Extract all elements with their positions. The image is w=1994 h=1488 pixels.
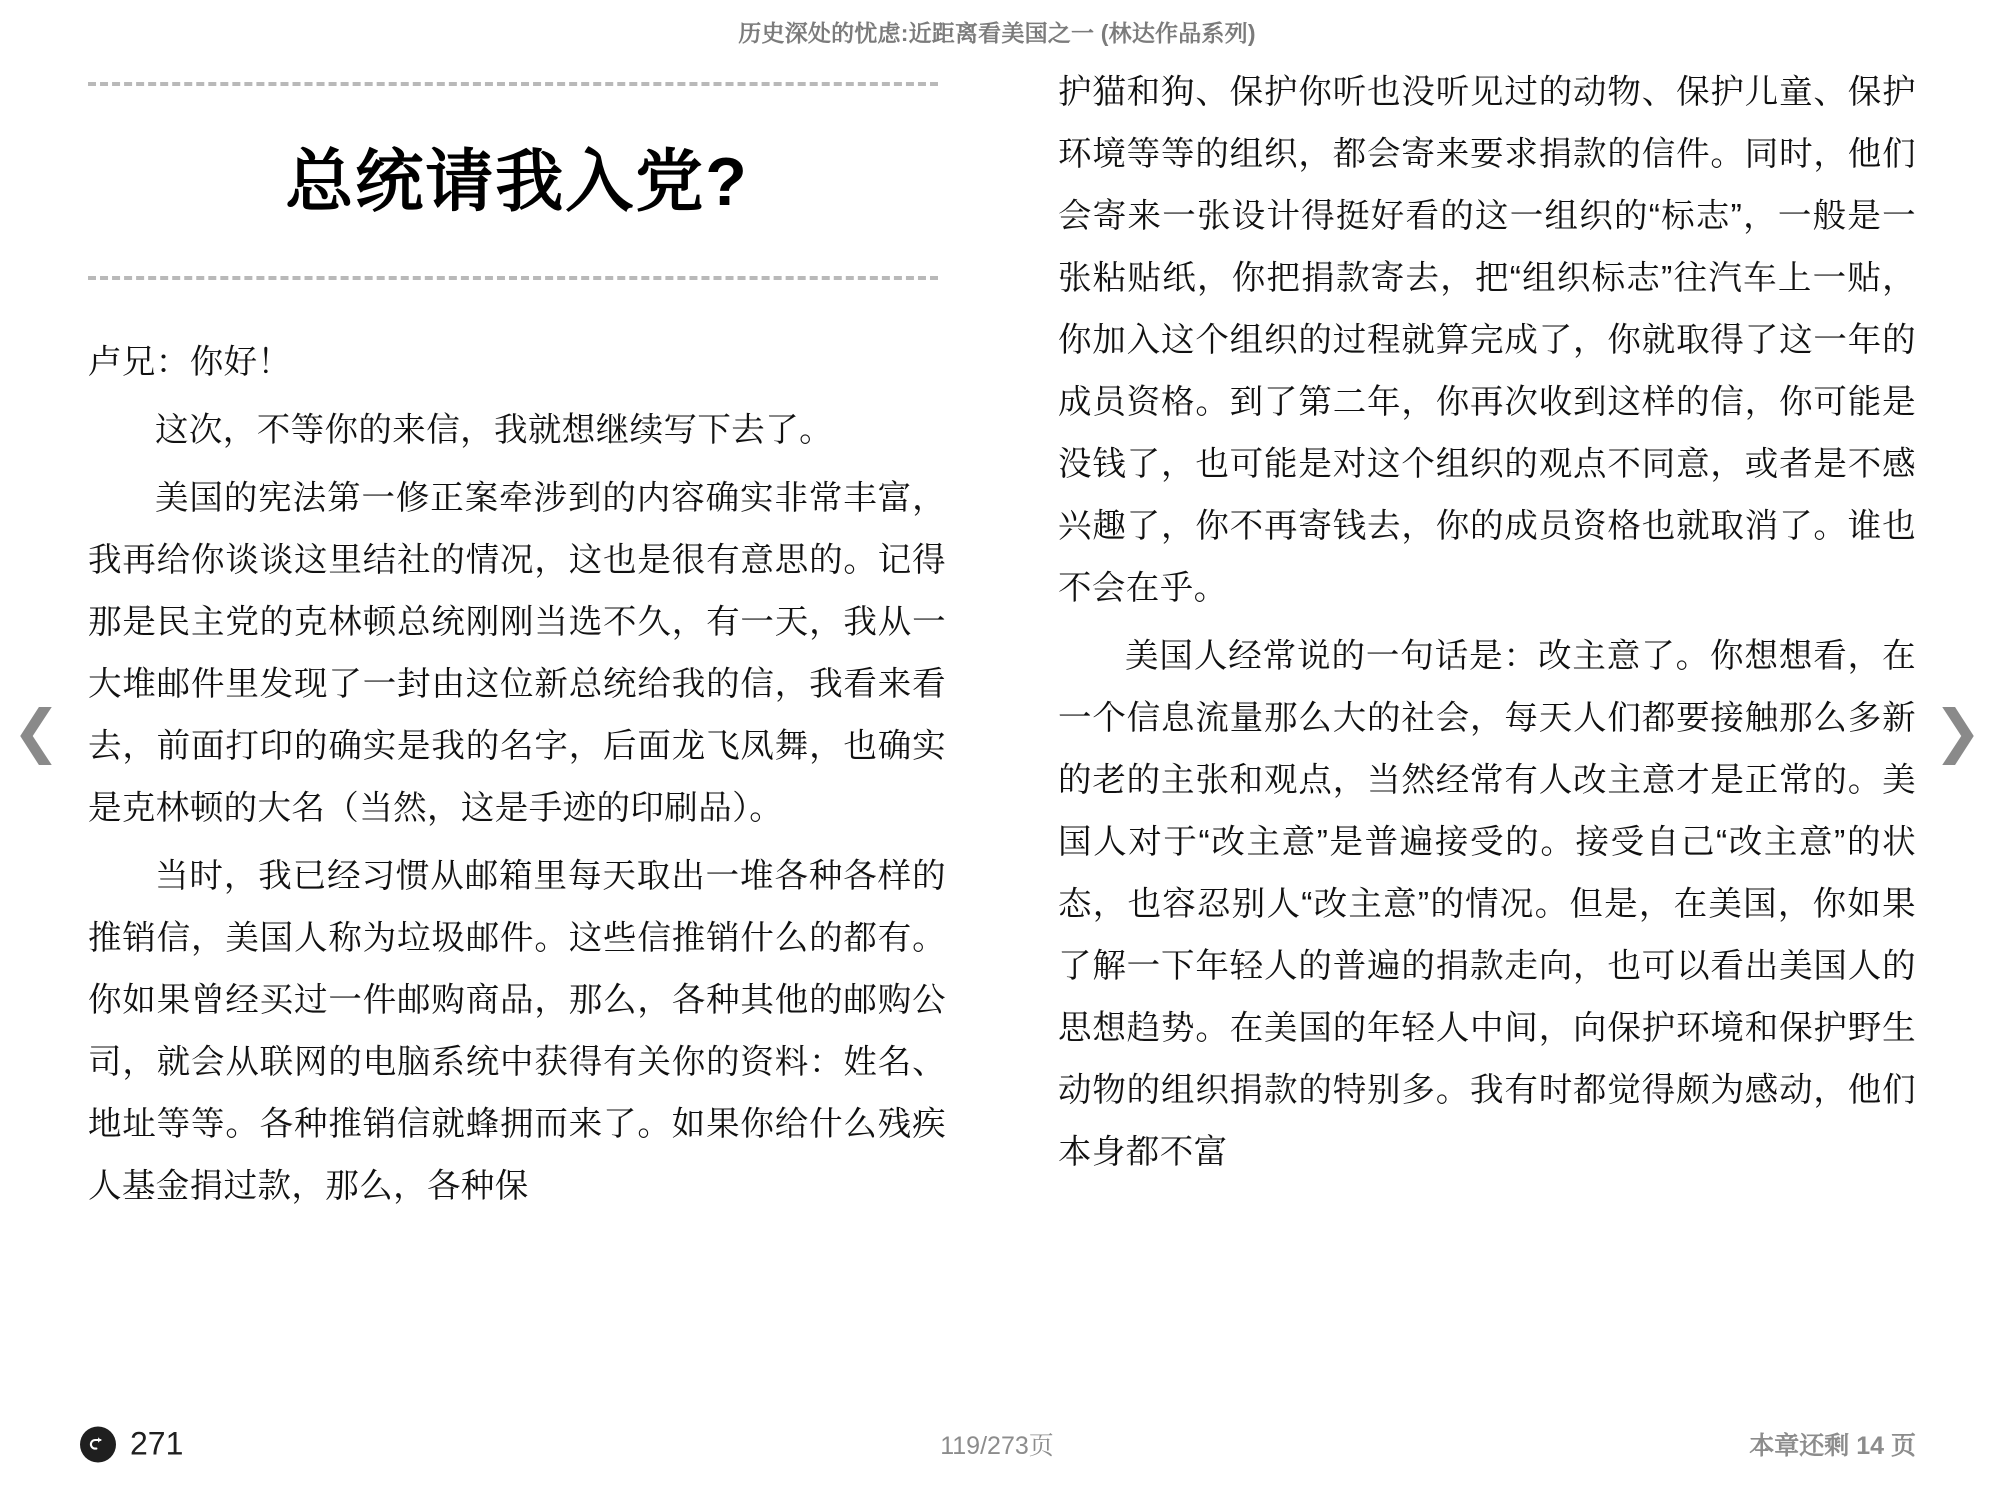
paragraph: 美国人经常说的一句话是：改主意了。你想想看，在一个信息流量那么大的社会，每天人们都要接触那么多新的老的主张和观点，当然经常有人改主意才是正常的。美国人对于“改主意”是普遍接受的。接受自己“改主意”的状态，也容忍别人“改主意”的情况。但是，在美国，你如果了解一下年轻人的普遍的捐款走向，也可以看出美国人的思想趋势。在美国的年轻人中间，向保护环境和保护野生动物的组织捐款的特别多。我有时都觉得颇为感动，他们本身都不富 — [1058, 638, 1916, 1171]
book-header — [0, 0, 1994, 62]
chapter-remaining-label: 本章还剩 14 页 — [1749, 1432, 1916, 1460]
chapter-title: 总统请我入党? — [285, 144, 749, 220]
reading-progress: 119/273页 — [940, 1432, 1054, 1460]
paragraph: 美国的宪法第一修正案牵涉到的内容确实非常丰富，我再给你谈谈这里结社的情况，这也是很有意思的。记得那是民主党的克林顿总统刚刚当选不久，有一天，我从一大堆邮件里发现了一封由这位新总统给我的信，我看来看去，前面打印的确实是我的名字，后面龙飞凤舞，也确实是克林顿的大名（当然，这是手迹的印刷品）。 — [88, 480, 946, 827]
reader-page — [0, 62, 1994, 1400]
paragraph: 护猫和狗、保护你听也没听见过的动物、保护儿童、保护环境等等的组织，都会寄来要求捐款的信件。同时，他们会寄来一张设计得挺好看的这一组织的“标志”，一般是一张粘贴纸，你把捐款寄去，把“组织标志”往汽车上一贴，你加入这个组织的过程就算完成了，你就取得了这一年的成员资格。到了第二年，你再次收到这样的信，你可能是没钱了，也可能是对这个组织的观点不同意，或者是不感兴趣了，你不再寄钱去，你的成员资格也就取消了。谁也不会在乎。 — [1058, 74, 1916, 607]
current-page-number: 271 — [130, 1425, 184, 1462]
reader-footer — [0, 1400, 1994, 1488]
paragraph: 当时，我已经习惯从邮箱里每天取出一堆各种各样的推销信，美国人称为垃圾邮件。这些信推销什么的都有。你如果曾经买过一件邮购商品，那么，各种其他的邮购公司，就会从联网的电脑系统中获得有关你的资料：姓名、地址等等。各种推销信就蜂拥而来了。如果你给什么残疾人基金捐过款，那么，各种保 — [88, 858, 946, 1205]
next-page-chevron-icon[interactable]: ❯ — [1933, 697, 1982, 765]
text-column-left — [88, 62, 946, 1400]
chapter-rule-bottom — [88, 276, 938, 280]
paragraph: 这次，不等你的来信，我就想继续写下去了。 — [155, 412, 833, 449]
book-title: 历史深处的忧虑:近距离看美国之一 (林达作品系列) — [738, 19, 1256, 46]
left-column-body — [88, 332, 946, 1218]
right-column-body — [1058, 62, 1916, 1184]
paragraph: 卢兄：你好！ — [88, 344, 292, 381]
chapter-heading-block — [88, 62, 946, 280]
previous-page-chevron-icon[interactable]: ❮ — [12, 697, 61, 765]
text-column-right — [1058, 62, 1916, 1400]
